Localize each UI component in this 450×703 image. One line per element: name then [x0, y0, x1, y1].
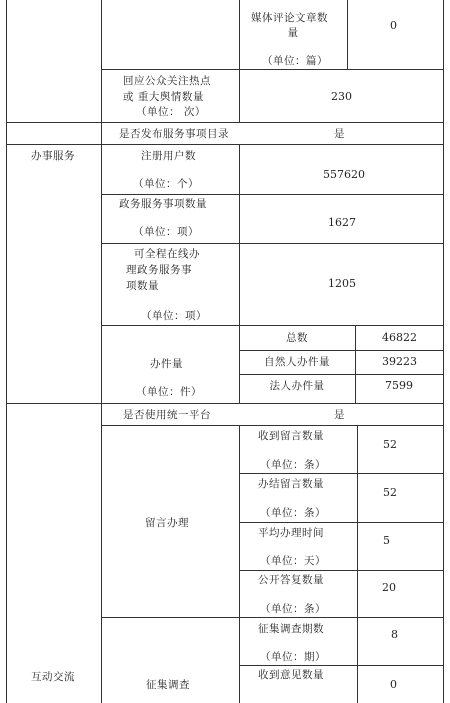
msg-avgtime-value: 5	[383, 534, 390, 547]
msg-received-unit: （单位：条）	[260, 459, 326, 471]
msg-resolved-value: 52	[383, 486, 397, 499]
row-line-4	[101, 194, 443, 195]
row-line-msg-1	[239, 473, 443, 474]
handled-legal-value: 7599	[385, 379, 413, 392]
full-online-value: 1205	[328, 277, 356, 290]
public-response-label-1: 回应公众关注热点	[123, 75, 211, 87]
registered-users-label: 注册用户数	[141, 150, 196, 162]
service-catalog-value: 是	[334, 128, 345, 140]
registered-users-value: 557620	[323, 168, 365, 181]
handled-total-value: 46822	[382, 331, 417, 344]
public-response-label-2: 或 重大舆情数量	[123, 91, 204, 103]
msg-avgtime-label: 平均办理时间	[258, 527, 324, 539]
msg-public-value: 20	[382, 581, 396, 594]
handled-legal-label: 法人办件量	[269, 380, 325, 392]
public-response-unit: （单位： 次）	[136, 106, 206, 118]
service-items-value: 1627	[328, 216, 356, 229]
col3-divider-handled	[355, 325, 356, 403]
row-line-3	[6, 144, 443, 145]
row-line-survey-1	[239, 665, 443, 666]
handled-natural-label: 自然人办件量	[264, 356, 330, 368]
handled-label: 办件量	[150, 358, 183, 370]
col1-divider	[101, 0, 102, 703]
survey-label: 征集调查	[146, 679, 190, 691]
col3-divider-bottom	[357, 425, 358, 703]
row-line-msg-2	[239, 522, 443, 523]
survey-opinions-value: 0	[390, 678, 397, 691]
msg-avgtime-unit: （单位：天）	[260, 555, 326, 567]
row-line-msg-3	[239, 570, 443, 571]
msg-resolved-unit: （单位：条）	[260, 507, 326, 519]
handled-natural-value: 39223	[382, 355, 417, 368]
row-line-9	[101, 617, 443, 618]
handled-unit: （单位：件）	[136, 386, 202, 398]
msg-public-unit: （单位：条）	[260, 603, 326, 615]
service-catalog-label: 是否发布服务事项目录	[119, 128, 229, 140]
msg-public-label: 公开答复数量	[258, 574, 324, 586]
survey-opinions-label: 收到意见数量	[258, 669, 324, 681]
media-articles-unit: （单位：篇）	[262, 55, 328, 67]
full-online-label-2: 理政务服务事	[126, 264, 192, 276]
survey-periods-label: 征集调查期数	[258, 623, 324, 635]
public-response-value: 230	[331, 90, 352, 103]
unified-platform-value: 是	[334, 409, 345, 421]
full-online-unit: （单位：项）	[141, 310, 207, 322]
service-items-unit: （单位：项）	[133, 226, 199, 238]
table-border-left	[6, 0, 7, 703]
row-line-6	[101, 325, 443, 326]
row-line-handled-1	[239, 350, 443, 351]
msg-resolved-label: 办结留言数量	[258, 478, 324, 490]
row-line-7	[6, 403, 443, 404]
service-items-label: 政务服务事项数量	[119, 198, 207, 210]
msg-received-label: 收到留言数量	[258, 430, 324, 442]
row-line-1	[101, 69, 443, 70]
messages-label: 留言办理	[145, 517, 189, 529]
col2-divider-bottom	[239, 425, 240, 703]
full-online-label-1: 可全程在线办	[134, 248, 200, 260]
row-line-handled-2	[239, 374, 443, 375]
col2-divider-top	[239, 0, 240, 122]
media-articles-label-1: 媒体评论文章数	[251, 12, 328, 24]
row-line-2	[6, 122, 443, 123]
survey-periods-value: 8	[391, 628, 398, 641]
msg-received-value: 52	[383, 438, 397, 451]
col3-divider-top	[347, 0, 348, 69]
media-articles-label-2: 量	[287, 27, 299, 39]
survey-periods-unit: （单位：期）	[260, 651, 326, 663]
row-line-8	[101, 425, 443, 426]
unified-platform-label: 是否使用统一平台	[123, 409, 211, 421]
handled-total-label: 总数	[286, 332, 308, 344]
table-border-right	[443, 0, 444, 703]
registered-users-unit: （单位：个）	[133, 178, 199, 190]
row-line-5	[101, 243, 443, 244]
section-online-service: 办事服务	[31, 150, 75, 162]
full-online-label-3: 项数量	[126, 280, 159, 292]
section-interaction: 互动交流	[31, 671, 75, 683]
media-articles-value: 0	[390, 19, 397, 32]
